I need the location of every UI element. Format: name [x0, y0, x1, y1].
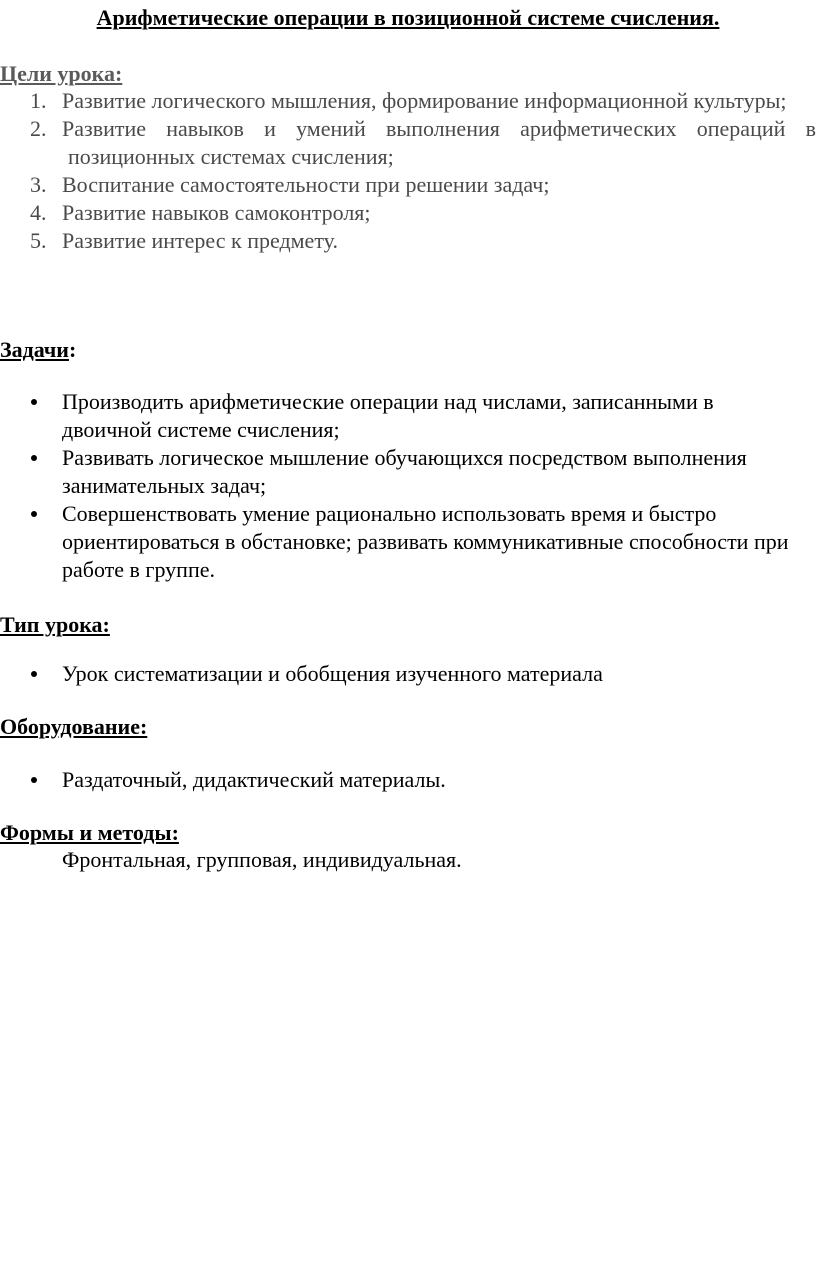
goals-heading	[0, 60, 122, 88]
equipment-heading-label: Оборудование:	[0, 714, 148, 739]
goal-item	[0, 87, 816, 115]
lesson-type-list	[0, 660, 816, 688]
goals-list	[0, 87, 816, 255]
task-item	[0, 500, 816, 584]
task-text: Развивать логическое мышление обучающихся посредством выполнения занимательных задач;	[62, 445, 747, 498]
bullet-icon	[31, 455, 37, 461]
goal-number: 1.	[30, 88, 47, 113]
task-text: Совершенствовать умение рационально использовать время и быстро ориентироваться в обстановке; развивать коммуникативные способности при работе в группе.	[62, 501, 789, 582]
task-item	[0, 388, 816, 444]
tasks-list	[0, 388, 816, 584]
forms-heading-label: Формы и методы:	[0, 820, 179, 845]
goal-number: 2.	[30, 116, 47, 141]
lesson-type-heading	[0, 611, 110, 639]
lesson-type-heading-label: Тип урока:	[0, 612, 110, 637]
tasks-heading	[0, 336, 76, 364]
goal-number: 5.	[30, 228, 47, 253]
bullet-icon	[31, 777, 37, 783]
goal-text: Воспитание самостоятельности при решении задач;	[62, 172, 550, 197]
goal-number: 3.	[30, 172, 47, 197]
goals-heading-label: Цели урока:	[0, 61, 123, 86]
goal-item	[0, 115, 816, 171]
goal-item	[0, 199, 816, 227]
tasks-heading-label: Задачи	[0, 337, 69, 362]
lesson-type-text: Урок систематизации и обобщения изученного материала	[62, 661, 603, 686]
bullet-icon	[31, 511, 37, 517]
bullet-icon	[31, 399, 37, 405]
goal-text: Развитие логического мышления, формирование информационной культуры;	[62, 88, 787, 113]
goal-text: Развитие навыков самоконтроля;	[62, 200, 371, 225]
document-title: Арифметические операции в позиционной системе счисления.	[96, 5, 720, 30]
forms-text: Фронтальная, групповая, индивидуальная.	[62, 847, 462, 872]
goal-item	[0, 227, 816, 255]
task-text: Производить арифметические операции над числами, записанными в двоичной системе счисления;	[62, 389, 714, 442]
task-item	[0, 444, 816, 500]
equipment-heading	[0, 713, 147, 741]
tasks-heading-colon: :	[68, 337, 77, 362]
equipment-item	[0, 766, 816, 794]
forms-heading	[0, 819, 179, 847]
equipment-list	[0, 766, 816, 794]
goal-item	[0, 171, 816, 199]
goal-text: Развитие интерес к предмету.	[62, 228, 338, 253]
bullet-icon	[31, 671, 37, 677]
goal-text: Развитие навыков и умений выполнения арифметических операций в позиционных системах счисления;	[62, 116, 816, 169]
goal-number: 4.	[30, 200, 47, 225]
equipment-text: Раздаточный, дидактический материалы.	[62, 767, 446, 792]
lesson-type-item	[0, 660, 816, 688]
